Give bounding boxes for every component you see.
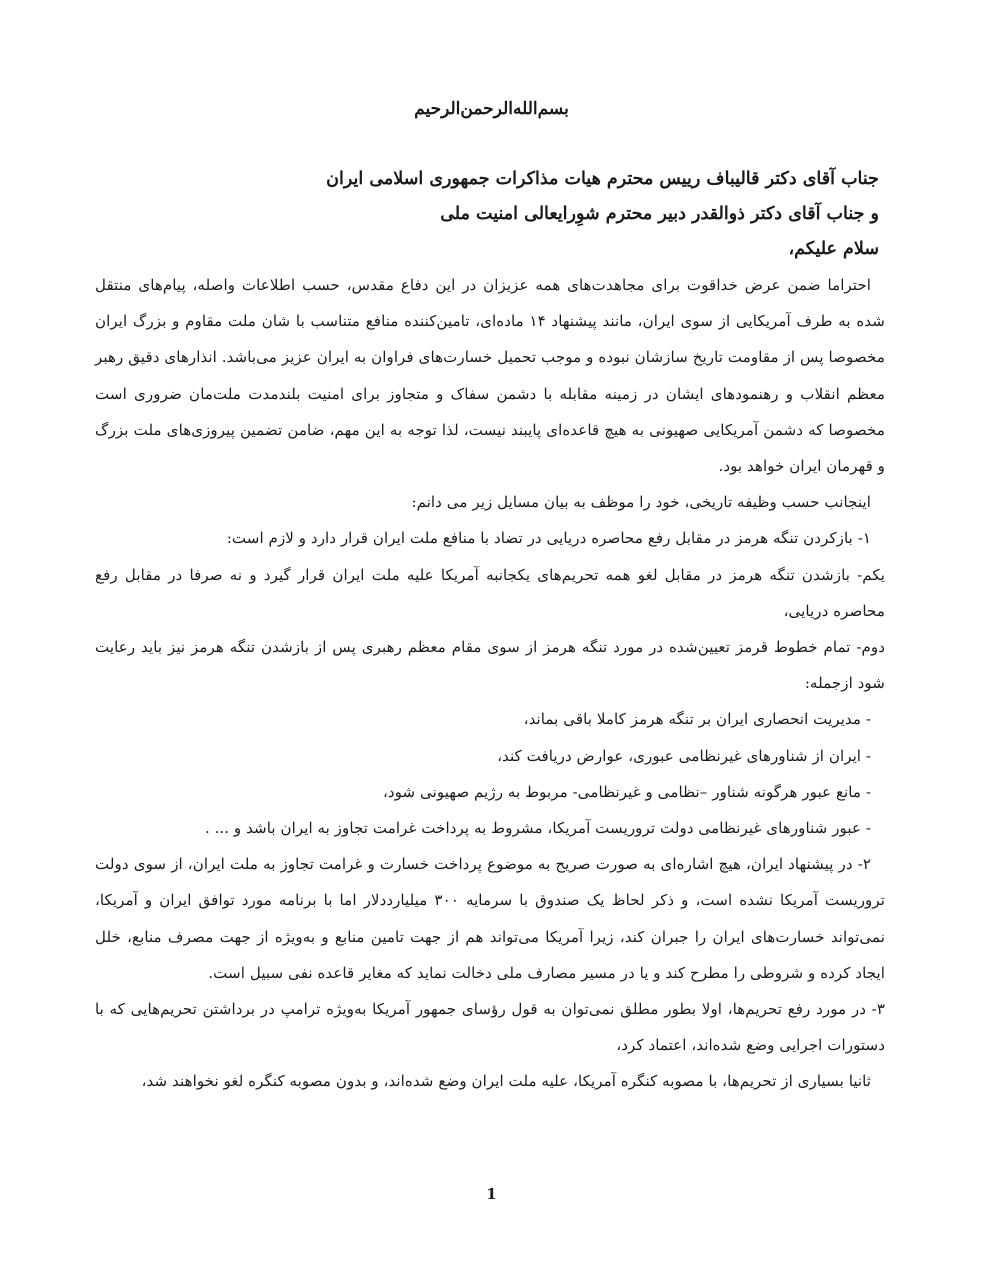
point-1-paragraph: ۱- بازکردن تنگه هرمز در مقابل رفع محاصره دریایی در تضاد با منافع ملت ایران قرار دارد و لازم است:: [226, 529, 871, 548]
bullet-item: - ایران از شناورهای غیرنظامی عبوری، عوارض دریافت کند،: [497, 746, 871, 765]
second-item-paragraph: دوم- تمام خطوط قرمز تعیین‌شده در مورد تنگه هرمز از سوی مقام معظم رهبری پس از بازشدن تنگه هرمز نیز باید رعایت شود ازجمله:: [95, 638, 885, 693]
first-item-paragraph: یکم- بازشدن تنگه هرمز در مقابل لغو همه تحریم‌های یکجانبه آمریکا علیه ملت ایران قرار گیرد و نه صرفا در مقابل رفع محاصره دریایی،: [95, 565, 885, 620]
bullet-item: - مدیریت انحصاری ایران بر تنگه هرمز کاملا باقی بماند،: [523, 710, 871, 729]
addressee-line-2: و جناب آقای دکتر ذوالقدر دبیر محترم شوِرایعالی امنیت ملی: [440, 204, 879, 224]
bullet-item: - مانع عبور هرگونه شناور –نظامی و غیرنظامی- مربوط به رژیم صهیونی شود،: [382, 782, 871, 801]
intro-paragraph: احتراما ضمن عرض خداقوت برای مجاهدت‌های همه عزیزان در این دفاع مقدس، حسب اطلاعات واصله، پیام‌های منتقل شده به طرف آمریکایی از سوی ایران، مانند پیشنهاد ۱۴ ماده‌ای، تامین‌کننده منافع متناسب با شان ملت مقاوم و بزرگ ایران مخصوصا پس از مقاومت تاریخ سازشان نبوده و موجب تحمیل خسارت‌های فراوان به ایران عزیز می‌باشد. انذارهای دقیق رهبر معظم انقلاب و رهنمودهای ایشان در زمینه مقابله با دشمن سفاک و متجاوز برای امنیت بلندمدت ملت‌مان ضروری است مخصوصا که دشمن آمریکایی صهیونی به هیچ قاعده‌ای پایبند نیست، لذا توجه به این مهم، ضامن تضمین پیروزی‌های ملت بزرگ و قهرمان ایران خواهد بود.: [95, 276, 885, 476]
addressee-line-1: جناب آقای دکتر قالیباف رییس محترم هیات مذاکرات جمهوری اسلامی ایران: [326, 169, 879, 189]
letter-body: [95, 267, 885, 1100]
bullet-item: - عبور شناورهای غیرنظامی دولت تروریست آمریکا، مشروط به پرداخت غرامت تجاوز به ایران باشد و ... .: [204, 819, 871, 838]
bismillah-heading: بسم‌الله‌الرحمن‌الرحیم: [414, 99, 569, 119]
greeting: سلام علیکم،: [788, 239, 879, 259]
point-3-paragraph: ۳- در مورد رفع تحریم‌ها، اولا بطور مطلق نمی‌توان به قول رؤسای جمهور آمریکا به‌ویژه ترامپ در برداشتن تحریم‌هایی که با دستورات اجرایی وضع شده‌اند، اعتماد کرد،: [95, 1000, 885, 1055]
point-2-paragraph: ۲- در پیشنهاد ایران، هیچ اشاره‌ای به صورت صریح به موضوع پرداخت خسارت و غرامت تجاوز به ملت ایران، از سوی دولت تروریست آمریکا نشده است، و ذکر لحاظ یک صندوق با سرمایه ۳۰۰ میلیارددلار اما با برنامه مورد توافق ایران و آمریکا، نمی‌تواند خسارت‌های ایران را جبران کند، زیرا آمریکا می‌تواند هم از جهت تامین منابع و به‌ویژه از جهت مصرف منابع، خلل ایجاد کرده و شروطی را مطرح کند و یا در مسیر مصارف ملی دخالت نماید که مغایر قاعده نفی سبیل است.: [95, 855, 885, 982]
page-number: 1: [486, 1185, 497, 1203]
secondly-paragraph: ثانیا بسیاری از تحریم‌ها، با مصوبه کنگره آمریکا، علیه ملت ایران وضع شده‌اند، و بدون مصوبه کنگره لغو نخواهند شد،: [141, 1072, 871, 1091]
duty-paragraph: اینجانب حسب وظیفه تاریخی، خود را موظف به بیان مسایل زیر می دانم:: [411, 493, 871, 512]
